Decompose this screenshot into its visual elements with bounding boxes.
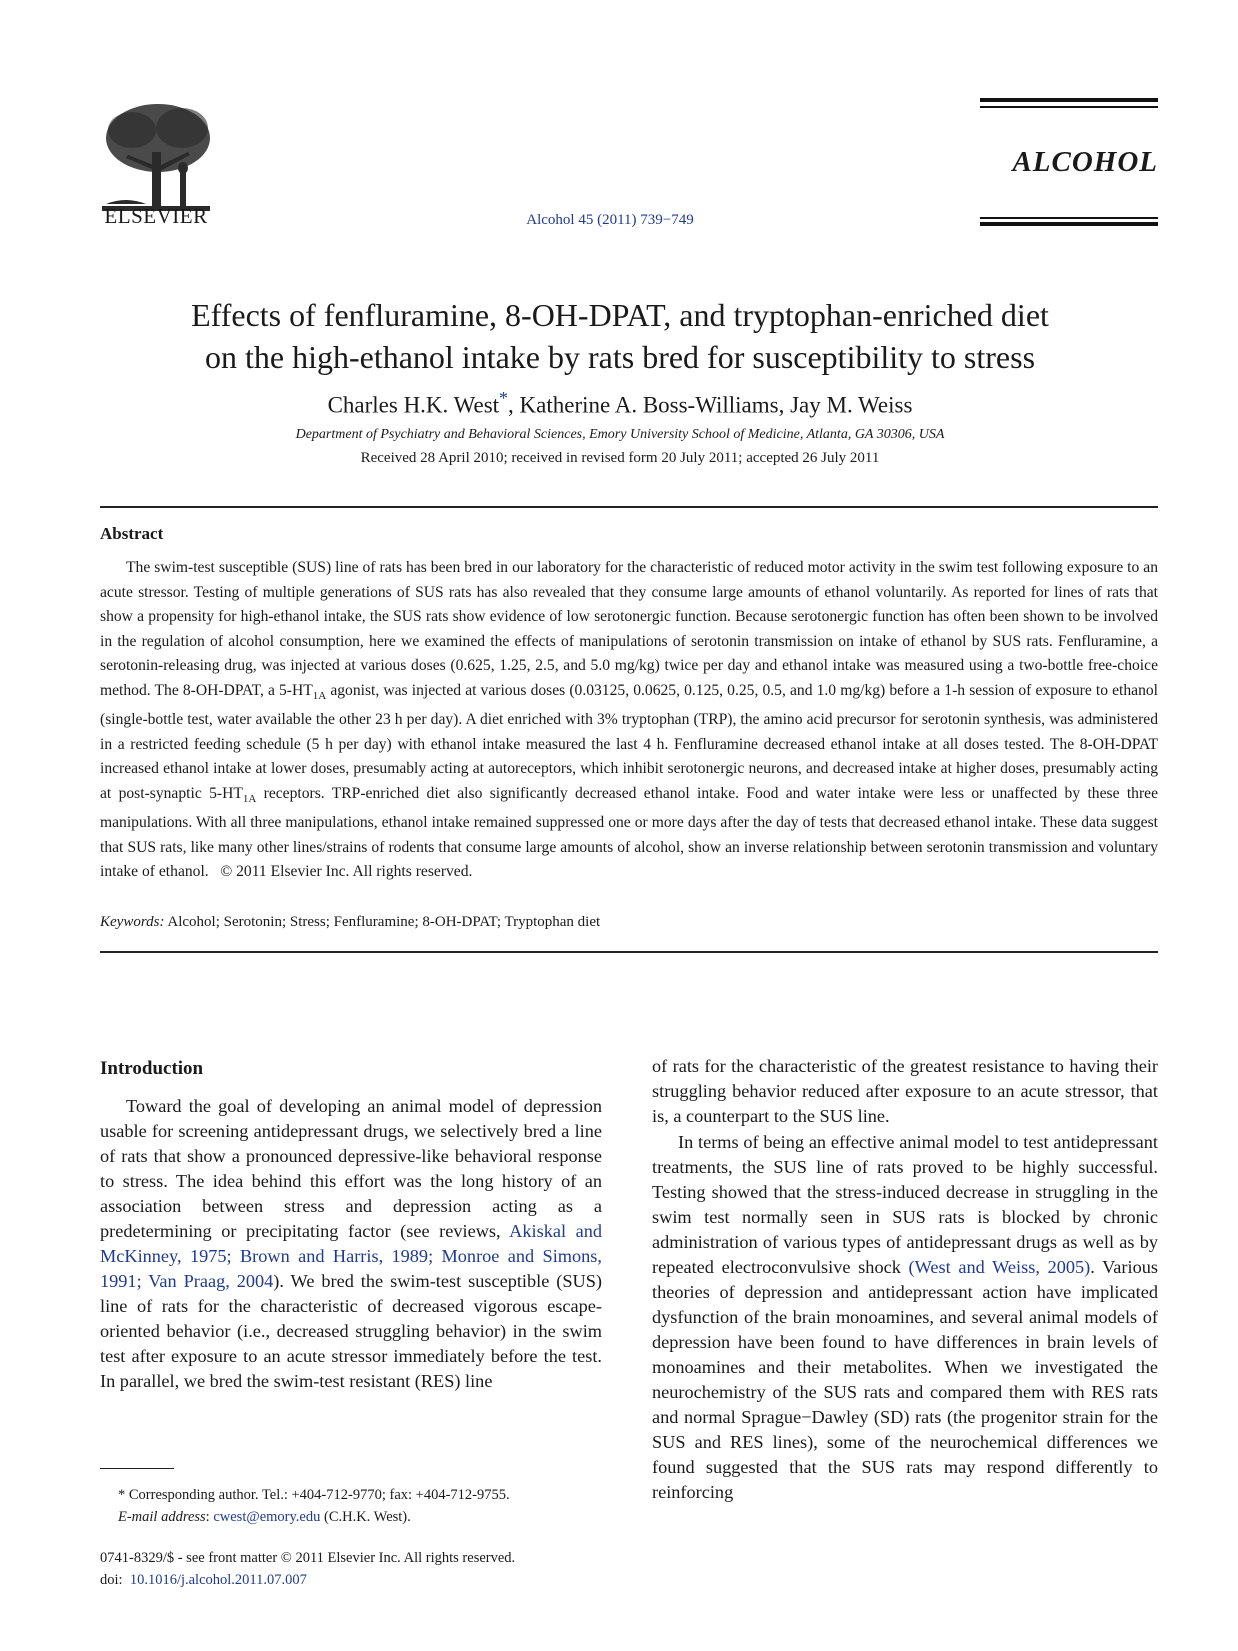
received-dates: Received 28 April 2010; received in revised form 20 July 2011; accepted 26 July 2011 [360,450,880,466]
doi-line [100,1569,620,1591]
footnote-rule [100,1468,174,1469]
doi-label: doi: [100,1572,123,1588]
affiliation: Department of Psychiatry and Behavioral Sciences, Emory University School of Medicine, Atlanta, GA 30306, USA [295,427,945,442]
front-matter [100,1547,620,1591]
abstract-top-rule [100,506,1158,508]
corresponding-author-line: * Corresponding author. Tel.: +404-712-9770; fax: +404-712-9755. [118,1487,510,1503]
corresponding-author-footnote [100,1484,610,1528]
abstract-subscript-2: 1A [242,792,257,805]
journal-rule-bottom-thick [980,222,1158,226]
intro-paragraph-1 [100,1094,602,1394]
journal-citation[interactable]: Alcohol 45 (2011) 739−749 [526,212,694,228]
abstract-subscript-1: 1A [312,689,327,702]
abstract-text-part-3: receptors. TRP-enriched diet also significantly decreased ethanol intake. Food and water intake were less or unaffected by these three manipulations. With all three manipulations, ethanol intake remained suppressed one or more days after the day of tests that decreased ethanol intake. These data suggest that SUS rats, like many other lines/strains of rodents that consume large amounts of alcohol, show an inverse relationship between serotonin transmission and voluntary intake of ethanol. © 2011 Elsevier Inc. All rights reserved. [100,784,1158,881]
title-line-2: on the high-ethanol intake by rats bred for susceptibility to stress [204,339,1036,375]
corresponding-author-mark[interactable]: * [499,388,509,408]
email-suffix: (C.H.K. West). [320,1509,411,1525]
abstract-text-part-1: The swim-test susceptible (SUS) line of rats has been bred in our laboratory for the characteristic of reduced motor activity in the swim test following exposure to an acute stressor. Testing of multiple generations of SUS rats has also revealed that they consume large amounts of ethanol voluntarily. As reported for lines of rats that show a propensity for high-ethanol intake, the SUS rats show evidence of low serotonergic function. Because serotonergic function has often been shown to be involved in the regulation of alcohol consumption, here we examined the effects of manipulations of serotonin transmission on intake of ethanol by SUS rats. Fenfluramine, a serotonin-releasing drug, was injected at various doses (0.625, 1.25, 2.5, and 5.0 mg/kg) twice per day and ethanol intake was measured using a two-bottle free-choice method. The 8-OH-DPAT, a 5-HT [100,559,1158,699]
abstract-text-part-2: agonist, was injected at various doses (0.03125, 0.0625, 0.125, 0.25, 0.5, and 1.0 mg/kg) before a 1-h session of exposure to ethanol (single-bottle test, water available the other 23 h per day). A diet enriched with 3% tryptophan (TRP), the amino acid precursor for serotonin synthesis, was administered in a restricted feeding schedule (5 h per day) with ethanol intake measured the last 4 h. Fenfluramine decreased ethanol intake at all doses tested. The 8-OH-DPAT increased ethanol intake at lower doses, presumably acting at autoreceptors, which inhibit serotonergic neurons, and decreased intake at higher doses, presumably acting at post-synaptic 5-HT [100,681,1158,802]
west-weiss-2005-link[interactable]: (West and Weiss, 2005) [908,1257,1091,1277]
issn-line: 0741-8329/$ - see front matter © 2011 Elsevier Inc. All rights reserved. [100,1550,516,1566]
keywords [100,914,1158,931]
email-line: E-mail address: cwest@emory.edu (C.H.K. West). [118,1509,411,1525]
review-references-link[interactable]: Akiskal and McKinney, 1975; Brown and Harris, 1989; Monroe and Simons, 1991; Van Praag, 2004 [100,1221,603,1291]
other-authors: , Katherine A. Boss-Williams, Jay M. Weiss [508,392,913,418]
email-link[interactable]: cwest@emory.edu [213,1509,321,1525]
author-list [80,388,1160,419]
abstract-text [100,556,1158,885]
intro-p1-text-a: Toward the goal of developing an animal model of depression usable for screening antidepressant drugs, we selectively bred a line of rats that show a pronounced depressive-like behavioral response to stress. The idea behind this effort was the long history of an association between stress and depression acting as a predetermining or precipitating factor (see reviews, [100,1096,602,1241]
keywords-label: Keywords: [100,914,165,930]
intro-p1-text-b: ). We bred the swim-test susceptible (SUS) line of rats for the characteristic of decreased vigorous escape-oriented behavior (i.e., decreased struggling behavior) in the swim test after exposure to an acute stressor immediately before the test. In parallel, we bred the swim-test resistant (RES) line [100,1271,602,1391]
publisher-name: ELSEVIER [104,204,208,228]
intro-paragraph-2 [652,1130,1158,1505]
intro-p2-text-a: In terms of being an effective animal model to test antidepressant treatments, the SUS line of rats proved to be highly successful. Testing showed that the stress-induced decrease in struggling in the swim test normally seen in SUS rats is blocked by chronic administration of various types of antidepressant drugs as well as by repeated electroconvulsive shock [652,1132,1158,1277]
journal-rule-top-thick [980,98,1158,102]
title-line-1: Effects of fenfluramine, 8-OH-DPAT, and tryptophan-enriched diet [191,297,1049,333]
introduction-heading: Introduction [100,1058,204,1079]
article-title [80,294,1160,378]
doi-link[interactable]: 10.1016/j.alcohol.2011.07.007 [129,1572,307,1588]
email-label: E-mail address [118,1509,206,1525]
keywords-list: Alcohol; Serotonin; Stress; Fenfluramine; 8-OH-DPAT; Tryptophan diet [167,914,601,930]
journal-name: ALCOHOL [1012,146,1158,178]
journal-rule-bottom-thin [980,217,1158,219]
abstract-bottom-rule [100,951,1158,953]
intro-paragraph-1-continued: of rats for the characteristic of the greatest resistance to having their struggling behavior reduced after exposure to an acute stressor, that is, a counterpart to the SUS line. [652,1056,1158,1126]
journal-rule-top-thin [980,106,1158,108]
author-west: Charles H.K. West [327,392,500,418]
abstract-heading: Abstract [100,524,164,543]
intro-p2-text-b: . Various theories of depression and antidepressant action have implicated dysfunction of the brain monoamines, and several animal models of depression have been found to have differences in brain levels of monoamines and their metabolites. When we investigated the neurochemistry of the SUS rats and compared them with RES rats and normal Sprague−Dawley (SD) rats (the progenitor strain for the SUS and RES lines), some of the neurochemical differences we found suggested that the SUS rats may respond differently to reinforcing [652,1257,1158,1502]
